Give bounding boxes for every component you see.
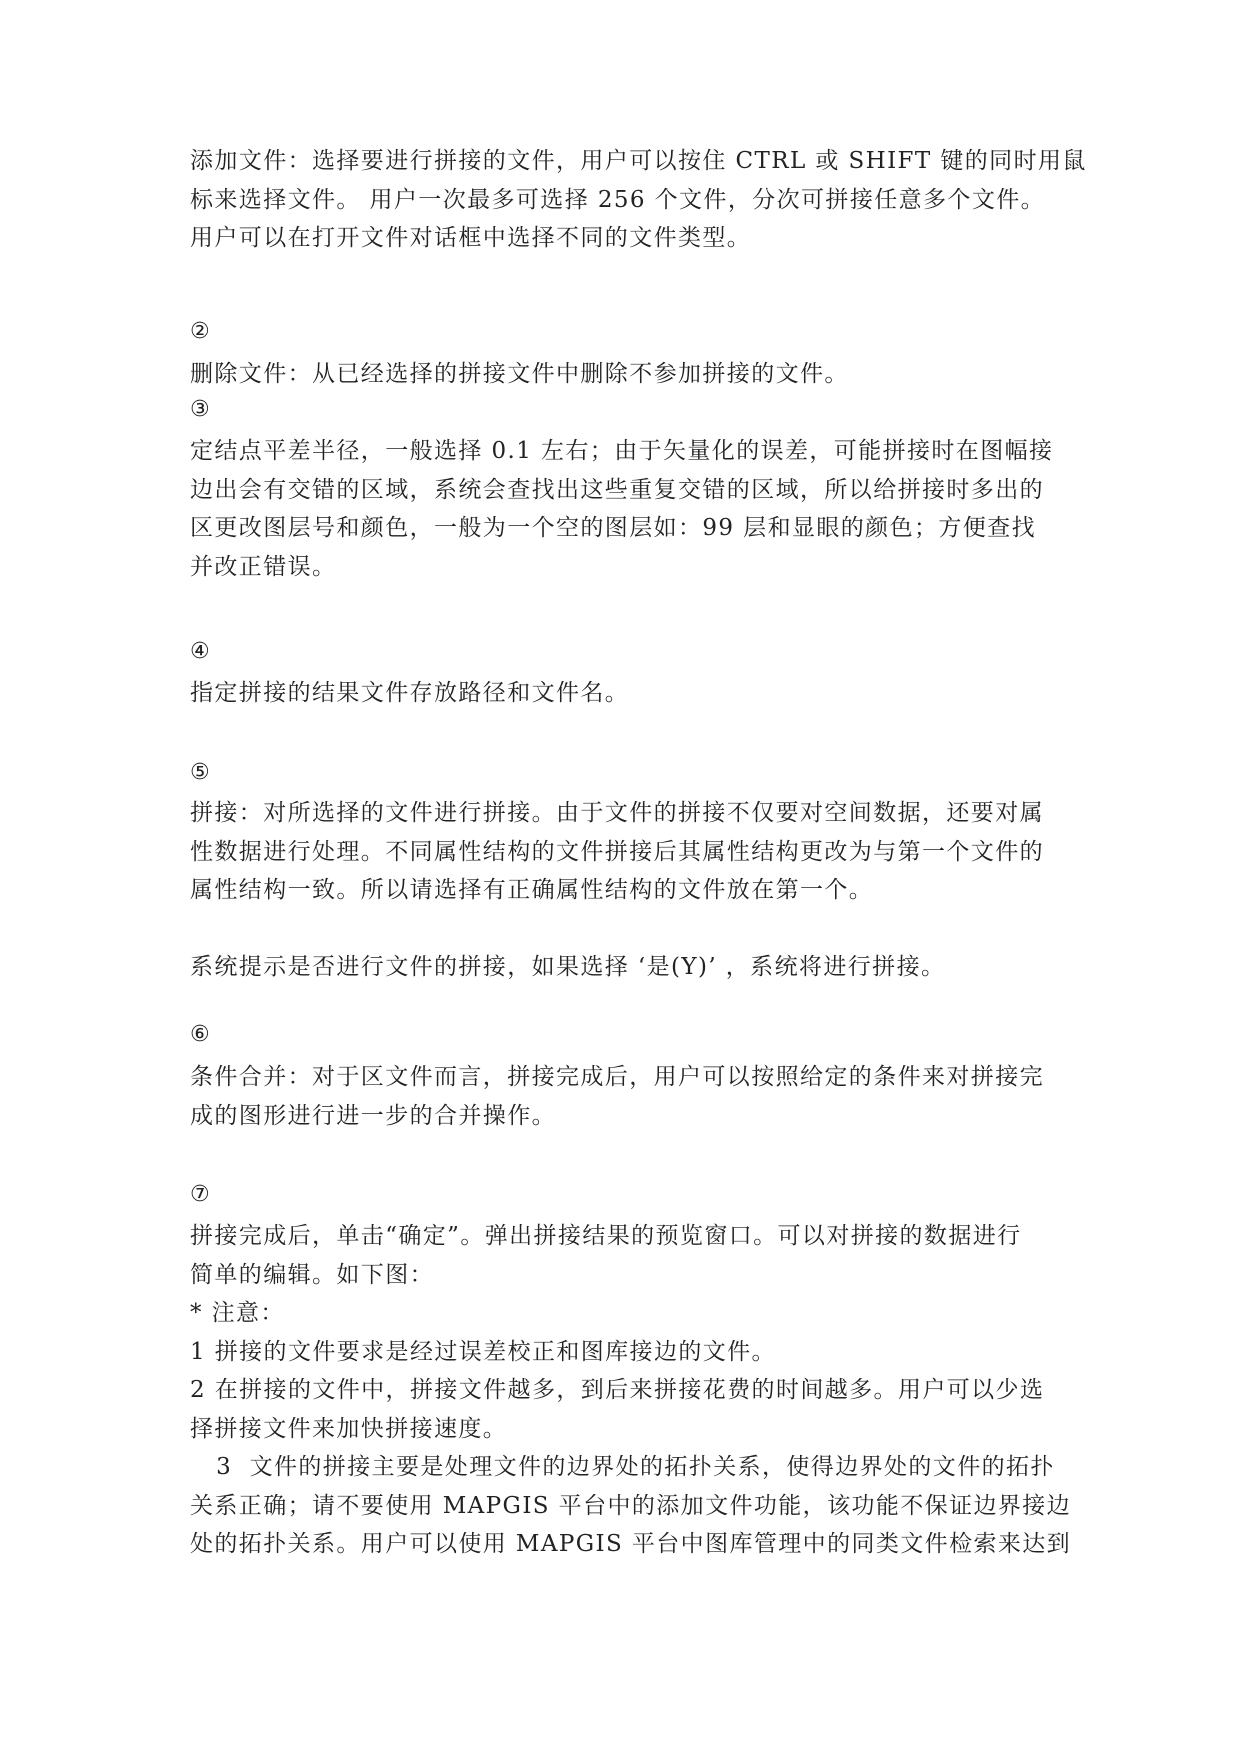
- paragraph-delete-files: [190, 355, 1060, 394]
- text-line: 添加文件：选择要进行拼接的文件，用户可以按住 CTRL 或 SHIFT 键的同时用鼠: [190, 148, 1087, 174]
- text-line: 区更改图层号和颜色，一般为一个空的图层如：99 层和显眼的颜色；方便查找: [190, 515, 1036, 541]
- text-line: 指定拼接的结果文件存放路径和文件名。: [190, 680, 630, 706]
- text-line: 成的图形进行进一步的合并操作。: [190, 1102, 556, 1129]
- text-line: 拼接完成后，单击“确定”。弹出拼接结果的预览窗口。可以对拼接的数据进行: [190, 1223, 1022, 1249]
- step-marker-4: ④: [190, 639, 210, 664]
- text-line: 删除文件：从已经选择的拼接文件中删除不参加拼接的文件。: [190, 361, 849, 387]
- note-item-3: 3 文件的拼接主要是处理文件的边界处的拓扑关系，使得边界处的文件的拓扑: [190, 1454, 1055, 1480]
- text-line: 并改正错误。: [190, 553, 337, 580]
- step-marker-7: ⑦: [190, 1182, 210, 1207]
- step-marker-6: ⑥: [190, 1022, 210, 1047]
- text-line: 定结点平差半径，一般选择 0.1 左右；由于矢量化的误差，可能拼接时在图幅接: [190, 438, 1054, 464]
- text-line: 性数据进行处理。不同属性结构的文件拼接后其属性结构更改为与第一个文件的: [190, 838, 1044, 865]
- text-line: 关系正确；请不要使用 MAPGIS 平台中的添加文件功能，该功能不保证边界接边: [190, 1492, 1072, 1519]
- paragraph-result-path: [190, 674, 1060, 713]
- paragraph-prompt: [190, 948, 1060, 987]
- text-line: 择拼接文件来加快拼接速度。: [190, 1415, 508, 1442]
- step-marker-3: ③: [190, 397, 210, 422]
- text-line: 简单的编辑。如下图：: [190, 1261, 434, 1288]
- note-item-2: 2 在拼接的文件中，拼接文件越多，到后来拼接花费的时间越多。用户可以少选: [190, 1377, 1045, 1403]
- text-line: 属性结构一致。所以请选择有正确属性结构的文件放在第一个。: [190, 877, 874, 903]
- paragraph-condition: [190, 1058, 1060, 1135]
- text-line: 系统提示是否进行文件的拼接，如果选择 ‘是(Y)’ ，系统将进行拼接。: [190, 954, 946, 980]
- text-line: 处的拓扑关系。用户可以使用 MAPGIS 平台中图库管理中的同类文件检索来达到: [190, 1531, 1072, 1557]
- paragraph-node-radius: [190, 432, 1060, 586]
- text-line: 条件合并：对于区文件而言，拼接完成后，用户可以按照给定的条件来对拼接完: [190, 1064, 1044, 1090]
- paragraph-merge: [190, 794, 1060, 910]
- paragraph-add-files: [190, 142, 1087, 258]
- note-item-1: 1 拼接的文件要求是经过误差校正和图库接边的文件。: [190, 1338, 776, 1365]
- text-line: 标来选择文件。 用户一次最多可选择 256 个文件，分次可拼接任意多个文件。: [190, 186, 1046, 213]
- text-line: 拼接：对所选择的文件进行拼接。由于文件的拼接不仅要对空间数据，还要对属: [190, 800, 1044, 826]
- text-line: 边出会有交错的区域，系统会查找出这些重复交错的区域，所以给拼接时多出的: [190, 476, 1044, 503]
- step-marker-5: ⑤: [190, 760, 210, 785]
- step-marker-2: ②: [190, 319, 210, 344]
- note-heading: * 注意：: [190, 1300, 285, 1326]
- paragraph-finish: [190, 1217, 1072, 1564]
- text-line: 用户可以在打开文件对话框中选择不同的文件类型。: [190, 225, 752, 251]
